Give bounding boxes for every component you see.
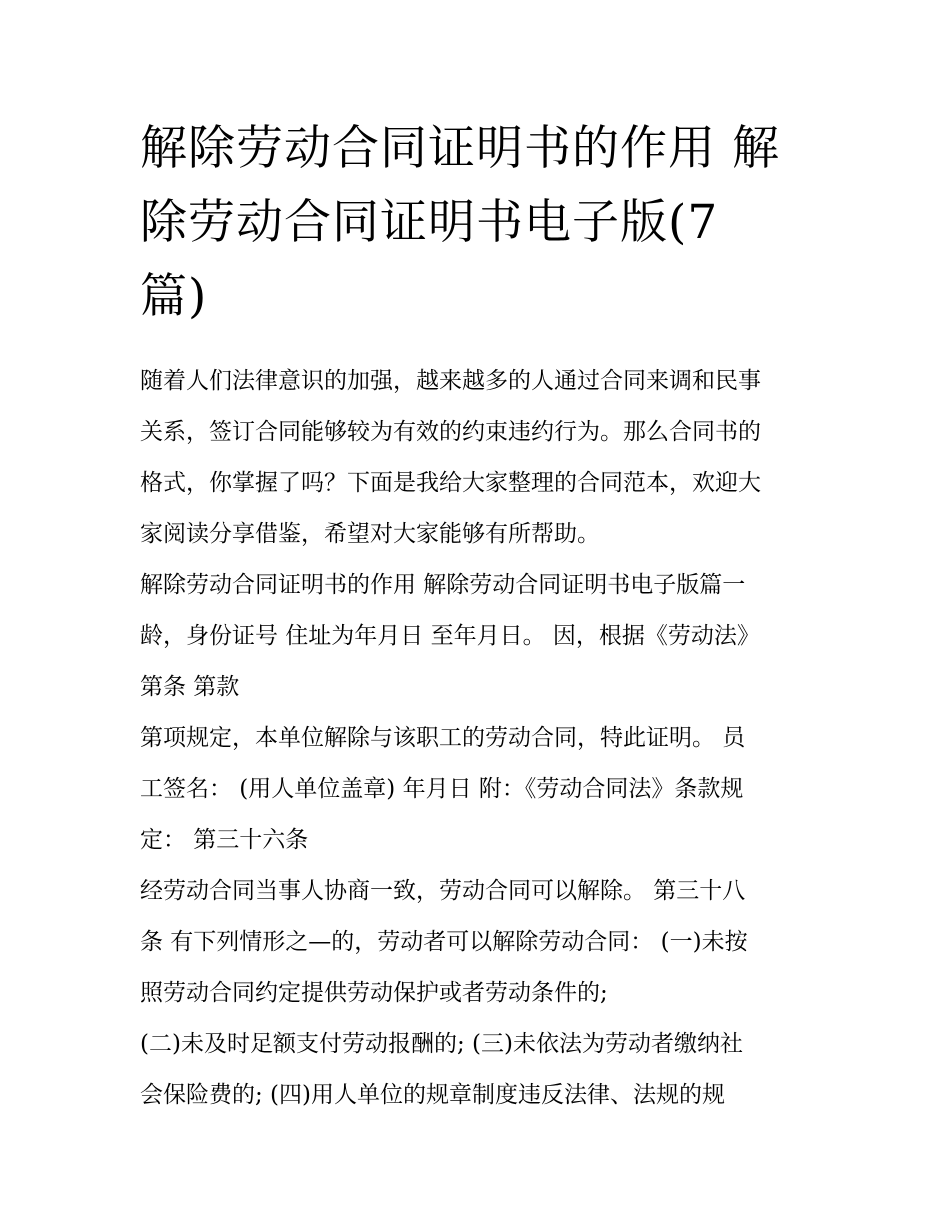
- title-line: 解除劳动合同证明书的作用 解: [140, 121, 780, 176]
- text-line: 龄，身份证号 住址为年月日 至年月日。 因，根据《劳动法》: [140, 623, 760, 649]
- text-line: 解除劳动合同证明书的作用 解除劳动合同证明书电子版篇一: [140, 572, 746, 598]
- text-line: 格式，你掌握了吗？下面是我给大家整理的合同范本，欢迎大: [140, 470, 761, 496]
- paragraph-conditions: [140, 1019, 820, 1121]
- text-line: (二)未及时足额支付劳动报酬的; (三)未依法为劳动者缴纳社: [140, 1031, 743, 1057]
- text-line: 定： 第三十六条: [140, 827, 309, 853]
- text-line: 会保险费的; (四)用人单位的规章制度违反法律、法规的规: [140, 1082, 726, 1108]
- document-title: [140, 112, 820, 334]
- title-line: 除劳动合同证明书电子版(7: [140, 195, 719, 250]
- paragraph-certification: [140, 713, 820, 866]
- document-body: [140, 356, 820, 1121]
- paragraph-section-one: [140, 560, 820, 713]
- document-content: [140, 112, 820, 1121]
- text-line: 第条 第款: [140, 674, 240, 700]
- text-line: 随着人们法律意识的加强，越来越多的人通过合同来调和民事: [140, 368, 761, 394]
- text-line: 家阅读分享借鉴，希望对大家能够有所帮助。: [140, 521, 600, 547]
- text-line: 关系，签订合同能够较为有效的约束违约行为。那么合同书的: [140, 419, 761, 445]
- paragraph-article-36-38: [140, 866, 820, 1019]
- title-line: 篇): [140, 269, 208, 324]
- text-line: 条 有下列情形之—的，劳动者可以解除劳动合同： (一)未按: [140, 929, 748, 955]
- paragraph-intro: [140, 356, 820, 560]
- text-line: 照劳动合同约定提供劳动保护或者劳动条件的;: [140, 980, 608, 1006]
- text-line: 第项规定，本单位解除与该职工的劳动合同，特此证明。 员: [140, 725, 746, 751]
- text-line: 工签名： (用人单位盖章) 年月日 附：《劳动合同法》条款规: [140, 776, 744, 802]
- text-line: 经劳动合同当事人协商一致，劳动合同可以解除。 第三十八: [140, 878, 746, 904]
